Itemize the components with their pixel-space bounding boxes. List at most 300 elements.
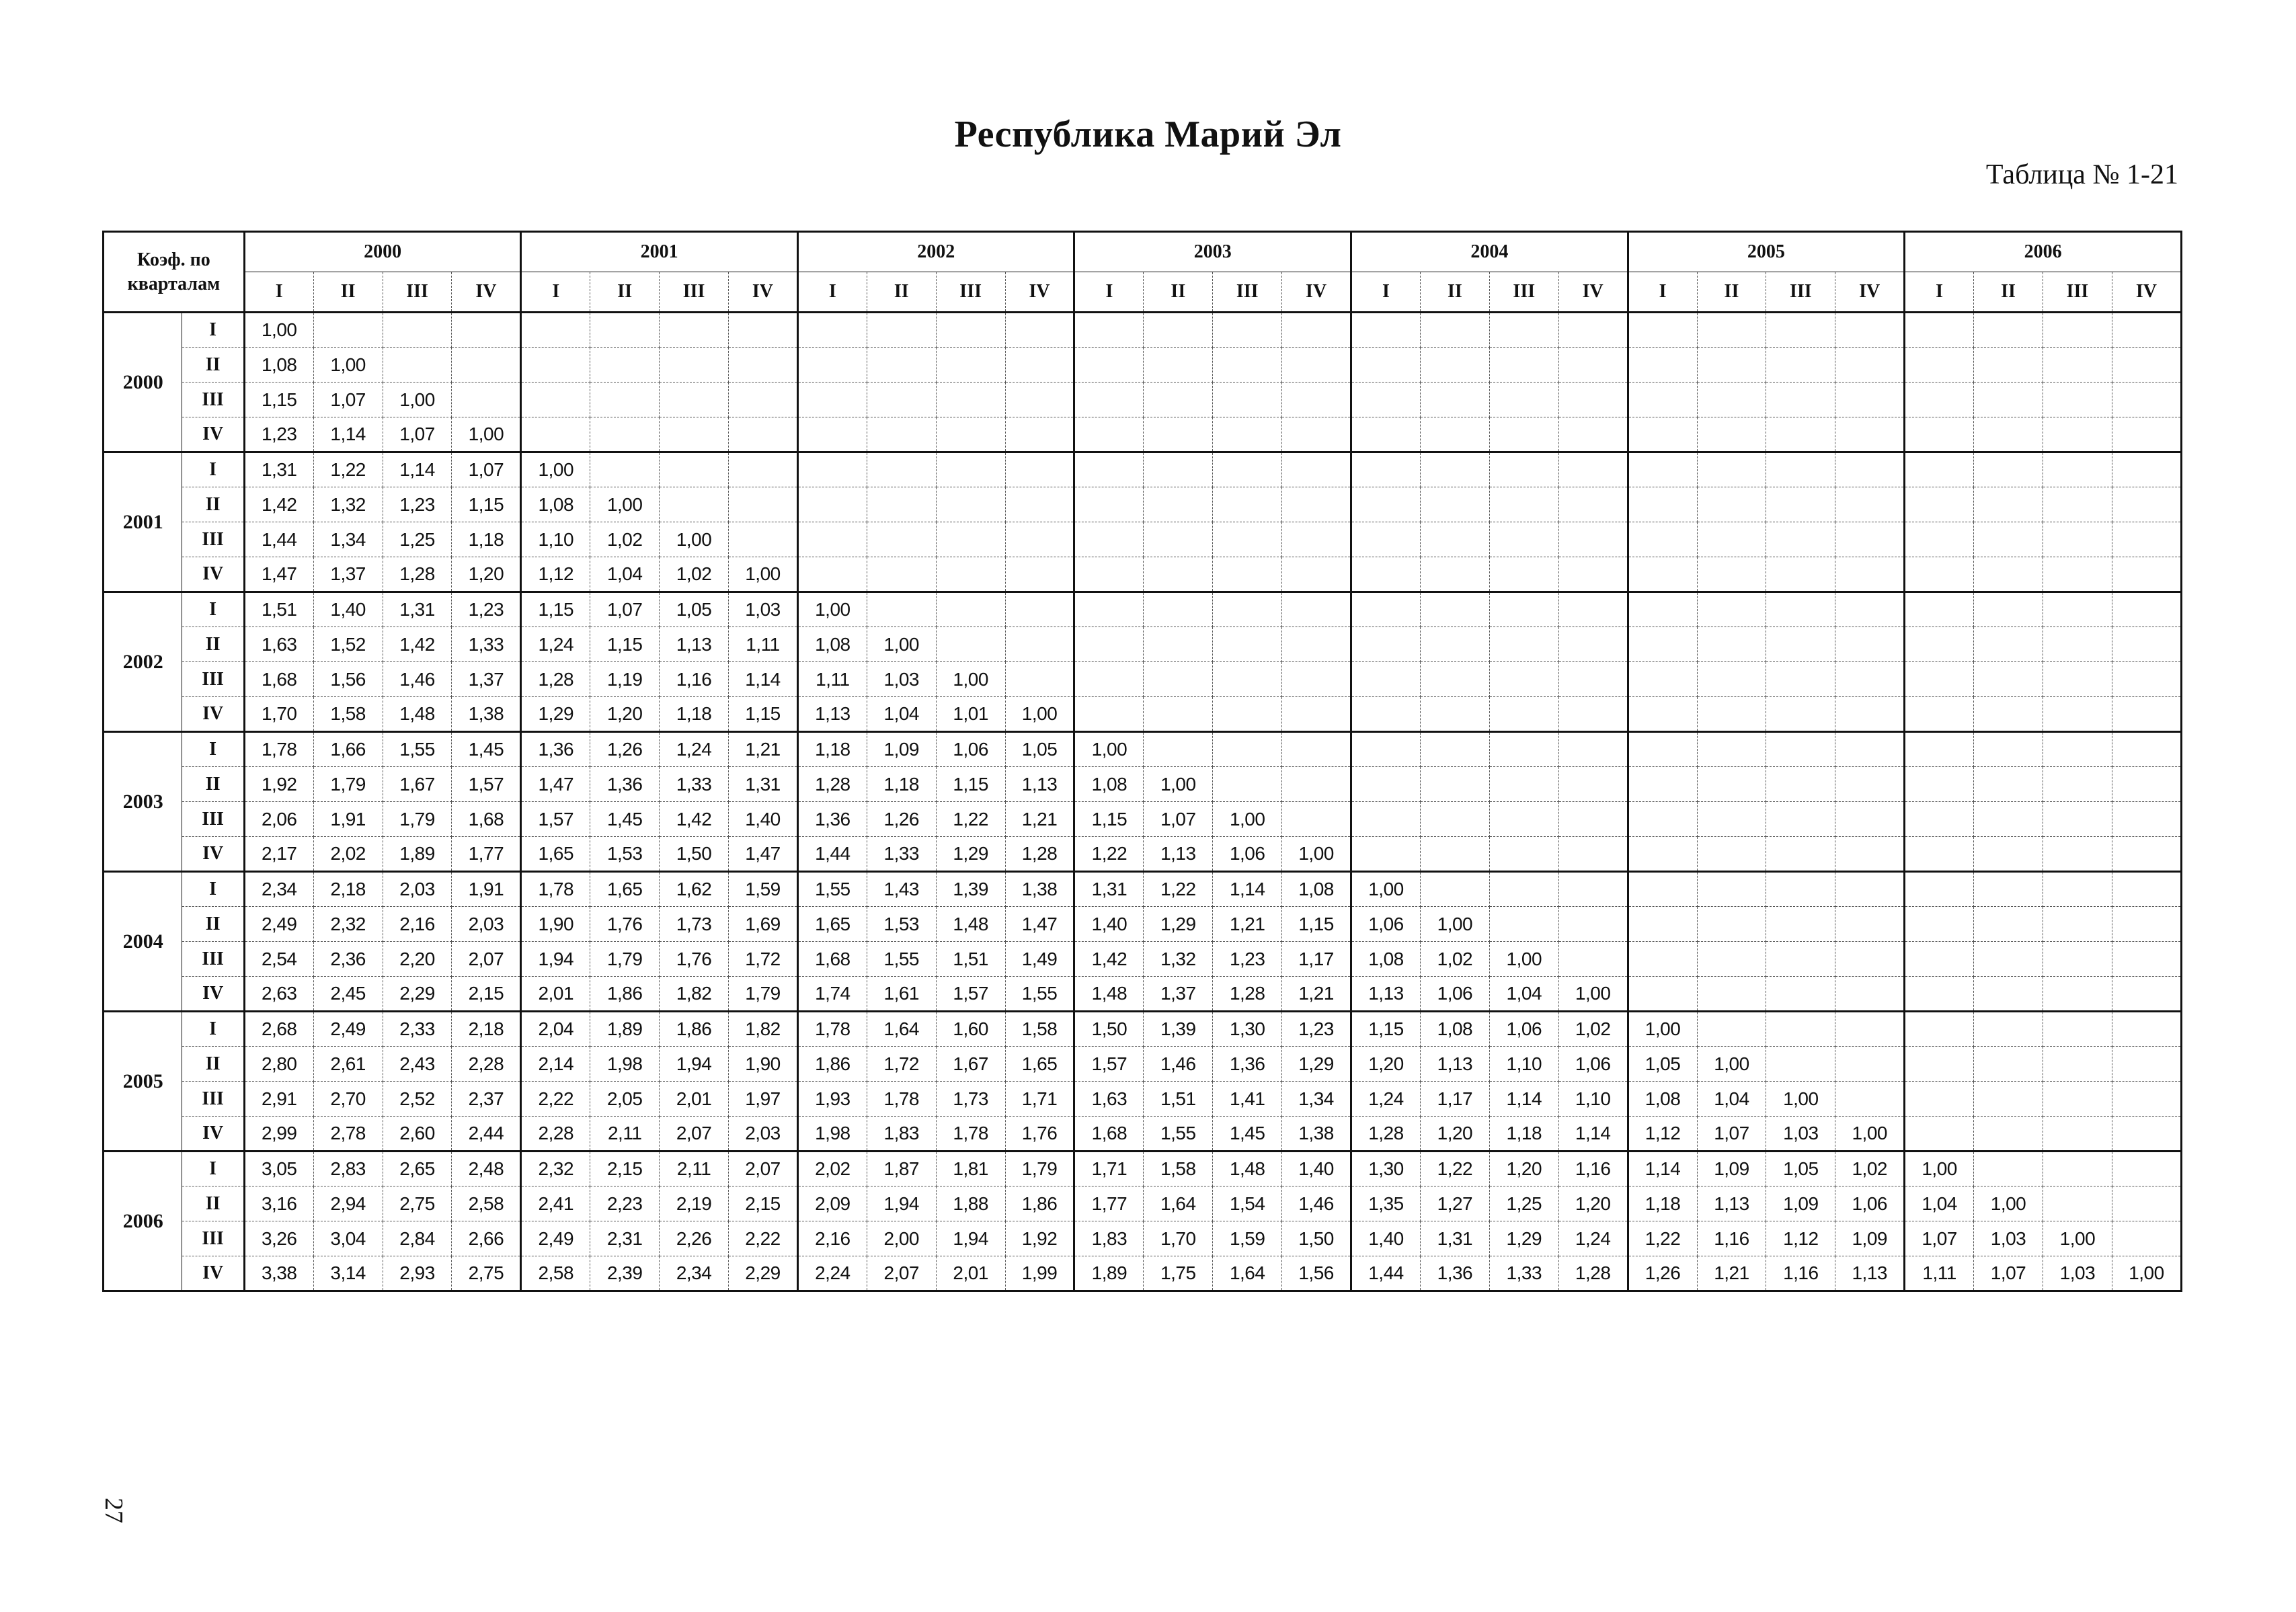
coefficient-cell: 1,04 xyxy=(590,557,660,592)
table-row xyxy=(104,1117,2182,1152)
coefficient-cell: 1,06 xyxy=(1558,1047,1628,1082)
coefficient-cell: 1,28 xyxy=(521,662,590,697)
empty-cell xyxy=(1835,942,1905,977)
empty-cell xyxy=(1628,417,1697,452)
empty-cell xyxy=(2043,837,2112,872)
empty-cell xyxy=(2043,487,2112,522)
coefficient-cell: 1,23 xyxy=(383,487,452,522)
empty-cell xyxy=(1282,767,1351,802)
coefficient-cell: 1,28 xyxy=(1558,1256,1628,1291)
coefficient-cell: 2,63 xyxy=(244,977,313,1012)
empty-cell xyxy=(797,348,867,382)
empty-cell xyxy=(2043,522,2112,557)
empty-cell xyxy=(2043,1186,2112,1221)
coefficient-cell: 1,30 xyxy=(1213,1012,1282,1047)
coefficient-cell: 1,51 xyxy=(936,942,1005,977)
coefficient-cell: 2,93 xyxy=(383,1256,452,1291)
row-quarter-header: I xyxy=(182,313,244,348)
coefficient-cell: 2,03 xyxy=(452,907,521,942)
coefficient-cell: 1,87 xyxy=(867,1152,936,1186)
empty-cell xyxy=(729,487,798,522)
coefficient-cell: 1,89 xyxy=(383,837,452,872)
empty-cell xyxy=(1144,487,1213,522)
row-year-header: 2001 xyxy=(104,452,182,592)
empty-cell xyxy=(1489,907,1558,942)
coefficient-cell: 1,88 xyxy=(936,1186,1005,1221)
coefficient-cell: 1,22 xyxy=(313,452,383,487)
coefficient-cell: 1,79 xyxy=(383,802,452,837)
coefficient-cell: 1,31 xyxy=(1420,1221,1489,1256)
coefficient-cell: 2,52 xyxy=(383,1082,452,1117)
empty-cell xyxy=(2112,313,2181,348)
empty-cell xyxy=(1282,417,1351,452)
coefficient-cell: 1,21 xyxy=(1005,802,1074,837)
coefficient-cell: 1,20 xyxy=(1489,1152,1558,1186)
coefficient-cell: 1,02 xyxy=(1558,1012,1628,1047)
empty-cell xyxy=(1974,1117,2043,1152)
empty-cell xyxy=(1282,627,1351,662)
empty-cell xyxy=(1282,557,1351,592)
table-row xyxy=(104,767,2182,802)
coefficient-table xyxy=(102,231,2182,1292)
empty-cell xyxy=(2043,417,2112,452)
coefficient-cell: 1,06 xyxy=(1835,1186,1905,1221)
coefficient-cell: 1,59 xyxy=(1213,1221,1282,1256)
empty-cell xyxy=(1766,348,1835,382)
empty-cell xyxy=(1351,417,1421,452)
empty-cell xyxy=(1697,487,1766,522)
coefficient-cell: 2,26 xyxy=(660,1221,729,1256)
row-year-header: 2005 xyxy=(104,1012,182,1152)
row-quarter-header: IV xyxy=(182,697,244,732)
coefficient-cell: 1,57 xyxy=(1074,1047,1144,1082)
empty-cell xyxy=(1697,942,1766,977)
empty-cell xyxy=(2043,557,2112,592)
coefficient-cell: 1,18 xyxy=(797,732,867,767)
coefficient-cell: 1,65 xyxy=(797,907,867,942)
coefficient-cell: 1,91 xyxy=(313,802,383,837)
coefficient-cell: 1,54 xyxy=(1213,1186,1282,1221)
empty-cell xyxy=(2112,1152,2181,1186)
coefficient-cell: 1,31 xyxy=(1074,872,1144,907)
coefficient-cell: 1,74 xyxy=(797,977,867,1012)
table-row xyxy=(104,1221,2182,1256)
empty-cell xyxy=(1697,767,1766,802)
column-quarter-header: IV xyxy=(1835,272,1905,313)
empty-cell xyxy=(1974,452,2043,487)
coefficient-cell: 2,01 xyxy=(936,1256,1005,1291)
coefficient-cell: 1,25 xyxy=(1489,1186,1558,1221)
coefficient-cell: 1,33 xyxy=(867,837,936,872)
coefficient-cell: 1,75 xyxy=(1144,1256,1213,1291)
coefficient-cell: 1,20 xyxy=(1420,1117,1489,1152)
coefficient-cell: 1,55 xyxy=(797,872,867,907)
coefficient-cell: 1,17 xyxy=(1420,1082,1489,1117)
empty-cell xyxy=(1766,1012,1835,1047)
empty-cell xyxy=(1558,382,1628,417)
empty-cell xyxy=(1558,907,1628,942)
empty-cell xyxy=(1489,732,1558,767)
coefficient-cell: 1,73 xyxy=(936,1082,1005,1117)
empty-cell xyxy=(590,417,660,452)
empty-cell xyxy=(1213,627,1282,662)
empty-cell xyxy=(1213,732,1282,767)
empty-cell xyxy=(1074,697,1144,732)
coefficient-cell: 1,12 xyxy=(1766,1221,1835,1256)
empty-cell xyxy=(1005,662,1074,697)
empty-cell xyxy=(1558,452,1628,487)
coefficient-cell: 2,05 xyxy=(590,1082,660,1117)
table-row xyxy=(104,802,2182,837)
coefficient-cell: 1,15 xyxy=(452,487,521,522)
empty-cell xyxy=(1005,417,1074,452)
coefficient-cell: 1,00 xyxy=(1489,942,1558,977)
coefficient-cell: 1,57 xyxy=(936,977,1005,1012)
coefficient-cell: 1,48 xyxy=(936,907,1005,942)
coefficient-cell: 1,00 xyxy=(1074,732,1144,767)
empty-cell xyxy=(2112,662,2181,697)
coefficient-cell: 1,56 xyxy=(313,662,383,697)
empty-cell xyxy=(1974,522,2043,557)
empty-cell xyxy=(521,348,590,382)
empty-cell xyxy=(1766,942,1835,977)
empty-cell xyxy=(1005,348,1074,382)
coefficient-cell: 1,66 xyxy=(313,732,383,767)
coefficient-cell: 1,21 xyxy=(729,732,798,767)
empty-cell xyxy=(1558,837,1628,872)
empty-cell xyxy=(1766,1047,1835,1082)
coefficient-cell: 1,70 xyxy=(1144,1221,1213,1256)
empty-cell xyxy=(1558,348,1628,382)
coefficient-cell: 2,70 xyxy=(313,1082,383,1117)
row-quarter-header: I xyxy=(182,592,244,627)
coefficient-cell: 1,89 xyxy=(1074,1256,1144,1291)
empty-cell xyxy=(2043,697,2112,732)
coefficient-cell: 1,00 xyxy=(590,487,660,522)
coefficient-cell: 1,01 xyxy=(936,697,1005,732)
coefficient-cell: 2,20 xyxy=(383,942,452,977)
coefficient-cell: 1,21 xyxy=(1282,977,1351,1012)
coefficient-cell: 1,04 xyxy=(1489,977,1558,1012)
coefficient-cell: 1,15 xyxy=(1351,1012,1421,1047)
empty-cell xyxy=(1489,662,1558,697)
row-quarter-header: III xyxy=(182,382,244,417)
page-number: 27 xyxy=(100,1498,128,1523)
coefficient-cell: 1,22 xyxy=(1628,1221,1697,1256)
empty-cell xyxy=(1213,382,1282,417)
empty-cell xyxy=(1420,627,1489,662)
empty-cell xyxy=(2112,1221,2181,1256)
empty-cell xyxy=(2112,348,2181,382)
coefficient-cell: 2,07 xyxy=(867,1256,936,1291)
coefficient-cell: 1,00 xyxy=(867,627,936,662)
coefficient-cell: 1,00 xyxy=(1213,802,1282,837)
empty-cell xyxy=(1697,872,1766,907)
empty-cell xyxy=(521,313,590,348)
coefficient-cell: 1,14 xyxy=(1558,1117,1628,1152)
coefficient-cell: 1,90 xyxy=(521,907,590,942)
coefficient-cell: 1,44 xyxy=(797,837,867,872)
empty-cell xyxy=(1005,382,1074,417)
coefficient-cell: 1,00 xyxy=(2043,1221,2112,1256)
empty-cell xyxy=(1974,837,2043,872)
empty-cell xyxy=(1835,767,1905,802)
coefficient-cell: 2,68 xyxy=(244,1012,313,1047)
empty-cell xyxy=(1835,872,1905,907)
column-quarter-header: III xyxy=(1213,272,1282,313)
empty-cell xyxy=(867,592,936,627)
coefficient-cell: 1,61 xyxy=(867,977,936,1012)
coefficient-cell: 1,64 xyxy=(1213,1256,1282,1291)
coefficient-cell: 1,78 xyxy=(867,1082,936,1117)
coefficient-cell: 1,55 xyxy=(383,732,452,767)
coefficient-cell: 1,00 xyxy=(1558,977,1628,1012)
coefficient-cell: 1,78 xyxy=(244,732,313,767)
coefficient-cell: 1,00 xyxy=(1282,837,1351,872)
corner-header xyxy=(104,232,245,313)
coefficient-cell: 1,31 xyxy=(729,767,798,802)
coefficient-cell: 1,00 xyxy=(1005,697,1074,732)
empty-cell xyxy=(660,382,729,417)
empty-cell xyxy=(1213,522,1282,557)
column-year-header: 2006 xyxy=(1905,232,2182,272)
empty-cell xyxy=(1282,382,1351,417)
coefficient-cell: 1,38 xyxy=(1282,1117,1351,1152)
empty-cell xyxy=(383,348,452,382)
coefficient-cell: 1,27 xyxy=(1420,1186,1489,1221)
table-row xyxy=(104,872,2182,907)
coefficient-cell: 1,08 xyxy=(797,627,867,662)
coefficient-cell: 1,16 xyxy=(1766,1256,1835,1291)
empty-cell xyxy=(521,417,590,452)
coefficient-cell: 1,07 xyxy=(1974,1256,2043,1291)
coefficient-cell: 1,42 xyxy=(660,802,729,837)
coefficient-cell: 1,09 xyxy=(1766,1186,1835,1221)
coefficient-cell: 1,12 xyxy=(1628,1117,1697,1152)
empty-cell xyxy=(1558,662,1628,697)
coefficient-cell: 2,44 xyxy=(452,1117,521,1152)
coefficient-cell: 2,02 xyxy=(313,837,383,872)
empty-cell xyxy=(1835,977,1905,1012)
empty-cell xyxy=(1835,1012,1905,1047)
column-quarter-header: II xyxy=(1974,272,2043,313)
empty-cell xyxy=(1558,417,1628,452)
empty-cell xyxy=(1628,662,1697,697)
empty-cell xyxy=(1835,837,1905,872)
empty-cell xyxy=(1282,697,1351,732)
empty-cell xyxy=(2043,767,2112,802)
table-row xyxy=(104,697,2182,732)
empty-cell xyxy=(1766,732,1835,767)
coefficient-cell: 3,05 xyxy=(244,1152,313,1186)
table-row xyxy=(104,907,2182,942)
empty-cell xyxy=(1974,1012,2043,1047)
coefficient-cell: 1,98 xyxy=(797,1117,867,1152)
empty-cell xyxy=(1905,522,1974,557)
coefficient-cell: 1,68 xyxy=(452,802,521,837)
empty-cell xyxy=(936,313,1005,348)
empty-cell xyxy=(1351,487,1421,522)
coefficient-cell: 2,60 xyxy=(383,1117,452,1152)
coefficient-cell: 1,36 xyxy=(590,767,660,802)
empty-cell xyxy=(2043,802,2112,837)
coefficient-cell: 1,60 xyxy=(936,1012,1005,1047)
empty-cell xyxy=(1628,802,1697,837)
empty-cell xyxy=(1489,837,1558,872)
empty-cell xyxy=(1628,837,1697,872)
coefficient-cell: 2,41 xyxy=(521,1186,590,1221)
coefficient-cell: 2,29 xyxy=(383,977,452,1012)
coefficient-cell: 1,76 xyxy=(1005,1117,1074,1152)
empty-cell xyxy=(1351,837,1421,872)
table-row xyxy=(104,417,2182,452)
coefficient-cell: 1,28 xyxy=(1005,837,1074,872)
coefficient-cell: 2,01 xyxy=(660,1082,729,1117)
coefficient-cell: 1,33 xyxy=(1489,1256,1558,1291)
empty-cell xyxy=(2112,837,2181,872)
table-row xyxy=(104,837,2182,872)
coefficient-cell: 1,13 xyxy=(660,627,729,662)
empty-cell xyxy=(2112,767,2181,802)
empty-cell xyxy=(1905,942,1974,977)
coefficient-cell: 1,17 xyxy=(1282,942,1351,977)
empty-cell xyxy=(1144,417,1213,452)
empty-cell xyxy=(1351,382,1421,417)
empty-cell xyxy=(1905,452,1974,487)
empty-cell xyxy=(1697,382,1766,417)
empty-cell xyxy=(1213,452,1282,487)
coefficient-cell: 2,48 xyxy=(452,1152,521,1186)
coefficient-cell: 1,08 xyxy=(1074,767,1144,802)
empty-cell xyxy=(2043,942,2112,977)
coefficient-cell: 2,83 xyxy=(313,1152,383,1186)
empty-cell xyxy=(1974,1082,2043,1117)
row-quarter-header: II xyxy=(182,907,244,942)
row-quarter-header: III xyxy=(182,662,244,697)
empty-cell xyxy=(1144,348,1213,382)
empty-cell xyxy=(2043,1012,2112,1047)
empty-cell xyxy=(1420,732,1489,767)
empty-cell xyxy=(1558,697,1628,732)
coefficient-cell: 1,79 xyxy=(590,942,660,977)
empty-cell xyxy=(1835,1047,1905,1082)
coefficient-cell: 1,00 xyxy=(383,382,452,417)
coefficient-cell: 1,15 xyxy=(590,627,660,662)
column-year-header: 2002 xyxy=(797,232,1074,272)
column-quarter-header: I xyxy=(1074,272,1144,313)
empty-cell xyxy=(1005,522,1074,557)
coefficient-cell: 1,46 xyxy=(383,662,452,697)
coefficient-cell: 2,24 xyxy=(797,1256,867,1291)
column-quarter-header: I xyxy=(521,272,590,313)
empty-cell xyxy=(1351,627,1421,662)
empty-cell xyxy=(1420,313,1489,348)
coefficient-cell: 1,02 xyxy=(660,557,729,592)
empty-cell xyxy=(1697,522,1766,557)
empty-cell xyxy=(2112,1117,2181,1152)
coefficient-cell: 1,26 xyxy=(590,732,660,767)
empty-cell xyxy=(1766,382,1835,417)
row-year-header: 2006 xyxy=(104,1152,182,1291)
empty-cell xyxy=(1766,313,1835,348)
empty-cell xyxy=(1974,942,2043,977)
empty-cell xyxy=(660,452,729,487)
coefficient-cell: 1,94 xyxy=(521,942,590,977)
row-quarter-header: I xyxy=(182,1012,244,1047)
coefficient-cell: 2,00 xyxy=(867,1221,936,1256)
empty-cell xyxy=(1628,348,1697,382)
coefficient-cell: 1,37 xyxy=(452,662,521,697)
empty-cell xyxy=(2112,522,2181,557)
empty-cell xyxy=(1835,452,1905,487)
empty-cell xyxy=(1420,802,1489,837)
coefficient-cell: 2,15 xyxy=(452,977,521,1012)
empty-cell xyxy=(1558,313,1628,348)
empty-cell xyxy=(1974,872,2043,907)
empty-cell xyxy=(2112,592,2181,627)
empty-cell xyxy=(729,417,798,452)
table-row xyxy=(104,1256,2182,1291)
empty-cell xyxy=(1213,313,1282,348)
empty-cell xyxy=(1697,837,1766,872)
empty-cell xyxy=(521,382,590,417)
coefficient-cell: 1,42 xyxy=(244,487,313,522)
empty-cell xyxy=(1558,942,1628,977)
empty-cell xyxy=(1489,348,1558,382)
coefficient-cell: 1,90 xyxy=(729,1047,798,1082)
empty-cell xyxy=(2043,732,2112,767)
coefficient-cell: 1,53 xyxy=(867,907,936,942)
row-quarter-header: IV xyxy=(182,1117,244,1152)
coefficient-cell: 2,06 xyxy=(244,802,313,837)
coefficient-cell: 1,41 xyxy=(1213,1082,1282,1117)
empty-cell xyxy=(1905,417,1974,452)
coefficient-cell: 2,75 xyxy=(452,1256,521,1291)
row-quarter-header: III xyxy=(182,942,244,977)
empty-cell xyxy=(2112,1012,2181,1047)
empty-cell xyxy=(1489,313,1558,348)
empty-cell xyxy=(1835,382,1905,417)
coefficient-cell: 2,33 xyxy=(383,1012,452,1047)
row-year-header: 2002 xyxy=(104,592,182,732)
row-quarter-header: I xyxy=(182,452,244,487)
empty-cell xyxy=(2112,417,2181,452)
coefficient-cell: 1,03 xyxy=(2043,1256,2112,1291)
empty-cell xyxy=(1905,592,1974,627)
empty-cell xyxy=(2043,627,2112,662)
coefficient-cell: 1,14 xyxy=(313,417,383,452)
coefficient-cell: 1,15 xyxy=(936,767,1005,802)
coefficient-cell: 1,00 xyxy=(1905,1152,1974,1186)
coefficient-cell: 1,52 xyxy=(313,627,383,662)
empty-cell xyxy=(2112,942,2181,977)
empty-cell xyxy=(1766,452,1835,487)
coefficient-cell: 1,05 xyxy=(1766,1152,1835,1186)
coefficient-cell: 1,00 xyxy=(660,522,729,557)
coefficient-cell: 1,35 xyxy=(1351,1186,1421,1221)
coefficient-cell: 1,00 xyxy=(1697,1047,1766,1082)
coefficient-cell: 1,68 xyxy=(244,662,313,697)
coefficient-cell: 1,81 xyxy=(936,1152,1005,1186)
coefficient-cell: 1,06 xyxy=(936,732,1005,767)
column-quarter-header: IV xyxy=(2112,272,2181,313)
coefficient-cell: 1,08 xyxy=(1282,872,1351,907)
coefficient-cell: 1,76 xyxy=(590,907,660,942)
coefficient-cell: 1,70 xyxy=(244,697,313,732)
empty-cell xyxy=(1282,802,1351,837)
coefficient-cell: 1,20 xyxy=(1558,1186,1628,1221)
coefficient-cell: 1,86 xyxy=(797,1047,867,1082)
